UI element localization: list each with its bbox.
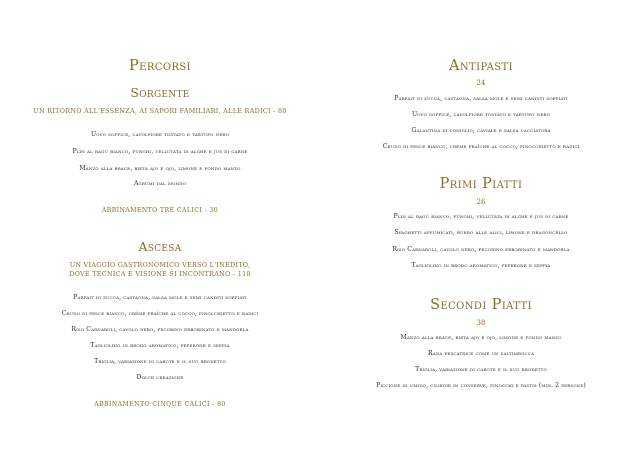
ascesa-subtitle-line1: UN VIAGGIO GASTRONOMICO VERSO L'INEDITO, bbox=[69, 261, 251, 269]
secondi-item: Triglia, variazione di carote e il suo brodetto bbox=[415, 366, 547, 373]
secondi-title: Secondi Piatti bbox=[430, 297, 532, 313]
primi-item: Spaghetti affumicati, burro alle alici, limone e dragoncello bbox=[394, 229, 568, 236]
antipasti-title: Antipasti bbox=[449, 58, 513, 74]
ascesa-title: Ascesa bbox=[138, 239, 182, 254]
primi-price: 26 bbox=[476, 198, 486, 206]
primi-item: Riso Carnaroli, cavolo nero, pecorino erborinato e mandorla bbox=[392, 246, 570, 253]
antipasti-item: Parfait di zucca, castagna, salsa mole e semi canditi soffiati bbox=[394, 95, 568, 102]
antipasti-item: Uovo soffice, cavolfiore tostato e tartufo nero bbox=[411, 111, 550, 118]
ascesa-item: Crudo di pesce bianco, crème fraîche al cocco, finocchietto e radici bbox=[61, 310, 259, 317]
sorgente-item: Manzo alla brace, bieta ajo e ojo, limone e fondo manzo bbox=[79, 165, 241, 172]
sorgente-title: Sorgente bbox=[130, 85, 190, 100]
ascesa-item: Triglia, variazione di carote e il suo brodetto bbox=[94, 358, 226, 365]
ascesa-item: Parfait di zucca, castagna, salsa mole e semi canditi soffiati bbox=[73, 294, 247, 301]
antipasti-item: Crudo di pesce bianco, crème fraîche al cocco, finocchietto e radici bbox=[382, 143, 580, 150]
sorgente-pairing: ABBINAMENTO TRE CALICI - 30 bbox=[101, 207, 219, 214]
percorsi-title: Percorsi bbox=[129, 58, 191, 74]
ascesa-subtitle-line2: DOVE TECNICA E VISIONE SI INCONTRANO - 110 bbox=[69, 270, 251, 278]
primi-item: Tagliolino in brodo aromatico, peperone e seppia bbox=[411, 262, 551, 269]
antipasti-item: Galantina di coniglio, caviale e salsa cacciatora bbox=[411, 127, 551, 134]
sorgente-item: Uovo soffice, cavolfiore tostato e tartufo nero bbox=[90, 131, 229, 138]
secondi-item: Piccione in umido, ciliegie in conserve, finocchi e pastis (min. 2 persone) bbox=[376, 382, 586, 389]
ascesa-item: Riso Carnaroli, cavolo nero, pecorino erborinato e mandorla bbox=[71, 326, 249, 333]
secondi-item: Manzo alla brace, bieta ajo e ojo, limone e fondo manzo bbox=[400, 334, 562, 341]
sorgente-item: Agrumi dal mondo bbox=[133, 180, 187, 187]
antipasti-price: 24 bbox=[476, 79, 486, 87]
secondi-price: 38 bbox=[476, 319, 486, 327]
sorgente-subtitle: UN RITORNO ALL'ESSENZA, AI SAPORI FAMILIARI, ALLE RADICI - 80 bbox=[33, 107, 287, 115]
primi-title: Primi Piatti bbox=[439, 176, 523, 192]
ascesa-item: Tagliolino in brodo aromatico, peperone e seppia bbox=[90, 342, 230, 349]
primi-item: Plin al ragù bianco, funghi, vellutata di alghe e jus di carne bbox=[393, 213, 569, 220]
secondi-item: Rana pescatrice come un saltimbocca bbox=[427, 350, 535, 357]
ascesa-pairing: ABBINAMENTO CINQUE CALICI - 80 bbox=[94, 401, 226, 408]
ascesa-item: Dolce creazione bbox=[136, 374, 184, 381]
sorgente-item: Plin al ragù bianco, funghi, vellutata di alghe e jus di carne bbox=[72, 148, 248, 155]
